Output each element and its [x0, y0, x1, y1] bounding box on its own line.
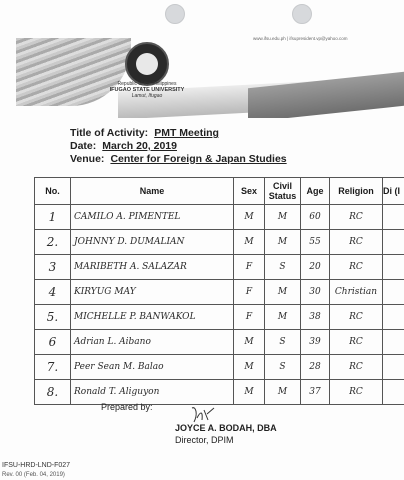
row-age: 20 [301, 255, 330, 280]
row-age: 37 [301, 380, 330, 405]
row-sex: M [234, 355, 265, 380]
row-name: MICHELLE P. BANWAKOL [71, 305, 234, 330]
row-age: 30 [301, 280, 330, 305]
row-name: Ronald T. Aliguyon [71, 380, 234, 405]
activity-venue-label: Venue: [70, 153, 105, 165]
row-sex: M [234, 205, 265, 230]
university-seal-icon [125, 42, 169, 86]
activity-venue-line [70, 153, 287, 165]
row-age: 60 [301, 205, 330, 230]
row-sex: M [234, 230, 265, 255]
letterhead-banner [8, 28, 404, 118]
form-code: IFSU-HRD-LND-F027 [2, 462, 71, 469]
university-location: Lamut, Ifugao [131, 93, 163, 99]
row-no: 7. [35, 355, 71, 380]
col-header-no: No. [35, 178, 71, 205]
row-name: Peer Sean M. Balao [71, 355, 234, 380]
form-revision: Rev. 00 (Feb. 04, 2019) [2, 472, 65, 478]
row-religion: RC [330, 380, 383, 405]
republic-line: Republic of the Philippines [117, 81, 177, 87]
university-name: IFUGAO STATE UNIVERSITY [109, 87, 185, 93]
row-civil-status: M [265, 380, 301, 405]
col-header-age: Age [301, 178, 330, 205]
row-religion: RC [330, 330, 383, 355]
row-name: CAMILO A. PIMENTEL [71, 205, 234, 230]
row-civil-status: S [265, 330, 301, 355]
activity-date-label: Date: [70, 140, 97, 152]
row-no: 1 [35, 205, 71, 230]
table-row [35, 255, 404, 280]
row-sex: F [234, 305, 265, 330]
activity-title-value: PMT Meeting [154, 127, 219, 139]
col-header-civil-status: Civil Status [265, 178, 301, 205]
row-religion: RC [330, 305, 383, 330]
row-no: 2. [35, 230, 71, 255]
row-civil-status: S [265, 255, 301, 280]
row-no: 8. [35, 380, 71, 405]
row-sex: F [234, 280, 265, 305]
row-age: 38 [301, 305, 330, 330]
table-row [35, 355, 404, 380]
row-civil-status: M [265, 230, 301, 255]
col-header-sex: Sex [234, 178, 265, 205]
row-age: 55 [301, 230, 330, 255]
row-sex: F [234, 255, 265, 280]
table-row [35, 280, 404, 305]
activity-title-label: Title of Activity: [70, 127, 149, 139]
row-no: 4 [35, 280, 71, 305]
row-name: Adrian L. Aibano [71, 330, 234, 355]
punch-hole [165, 4, 185, 24]
letterhead-text [92, 81, 202, 99]
table-header-row [35, 178, 404, 205]
row-age: 28 [301, 355, 330, 380]
prepared-by-label: Prepared by: [101, 402, 153, 412]
row-religion: Christian [330, 280, 383, 305]
row-name: JOHNNY D. DUMALIAN [71, 230, 234, 255]
signer-name: JOYCE A. BODAH, DBA [175, 423, 277, 433]
activity-date-value: March 20, 2019 [102, 140, 177, 152]
row-no: 6 [35, 330, 71, 355]
col-header-truncated: Di (I [383, 178, 404, 205]
activity-venue-value: Center for Foreign & Japan Studies [110, 153, 287, 165]
table-row [35, 205, 404, 230]
table-row [35, 230, 404, 255]
contact-info: www.ifsu.edu.ph | ifsupresident.vp@yahoo.com [253, 36, 348, 41]
activity-title-line [70, 127, 219, 139]
table-row [35, 305, 404, 330]
row-age: 39 [301, 330, 330, 355]
table-row [35, 330, 404, 355]
row-religion: RC [330, 205, 383, 230]
punch-hole [292, 4, 312, 24]
col-header-name: Name [71, 178, 234, 205]
row-sex: M [234, 330, 265, 355]
row-sex: M [234, 380, 265, 405]
row-religion: RC [330, 230, 383, 255]
row-name: MARIBETH A. SALAZAR [71, 255, 234, 280]
row-civil-status: M [265, 280, 301, 305]
signer-title: Director, DPIM [175, 435, 234, 445]
row-civil-status: S [265, 355, 301, 380]
row-civil-status: M [265, 305, 301, 330]
row-civil-status: M [265, 205, 301, 230]
row-name: KIRYUG MAY [71, 280, 234, 305]
col-header-religion: Religion [330, 178, 383, 205]
activity-date-line [70, 140, 177, 152]
row-no: 5. [35, 305, 71, 330]
table-row [35, 380, 404, 405]
row-religion: RC [330, 355, 383, 380]
row-no: 3 [35, 255, 71, 280]
attendance-table [34, 177, 404, 405]
row-religion: RC [330, 255, 383, 280]
